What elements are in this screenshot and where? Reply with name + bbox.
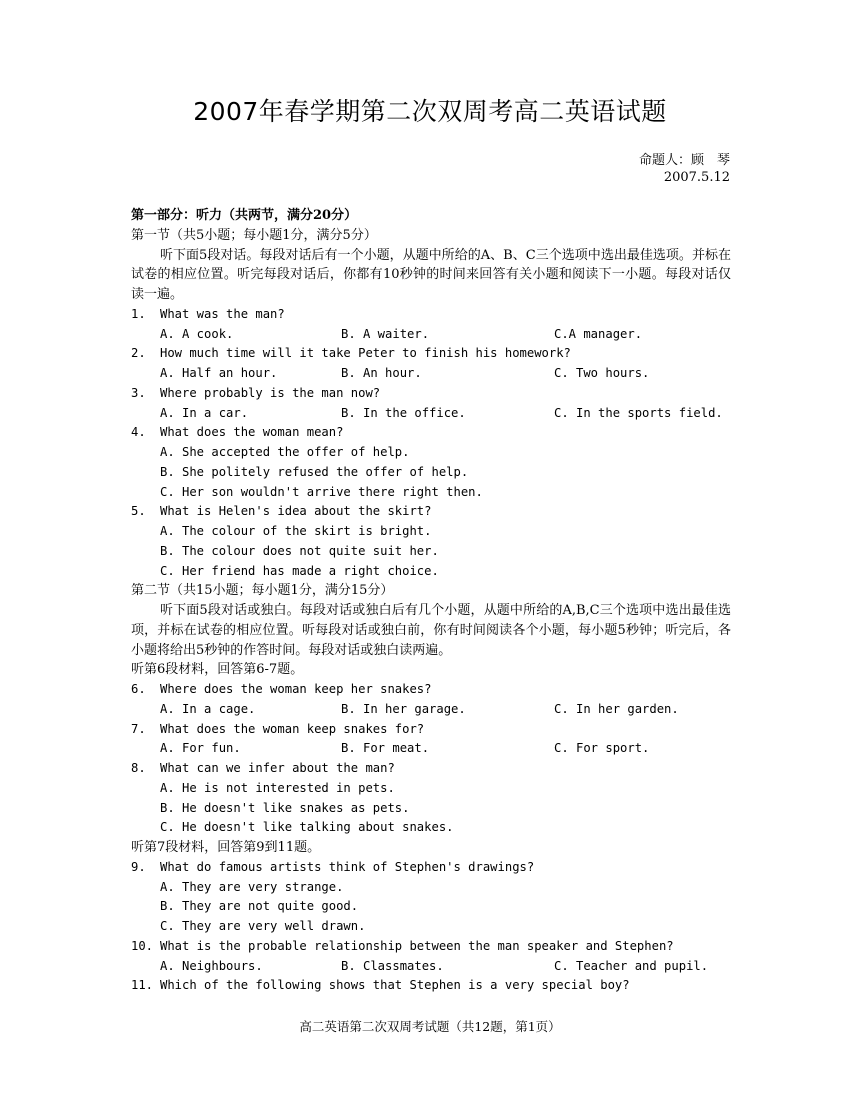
exam-content (131, 206, 731, 996)
question-8-option-c: C. He doesn't like talking about snakes. (160, 820, 454, 835)
option-c: C. For sport. (554, 741, 650, 756)
question-4-option-b: B. She politely refused the offer of help. (160, 464, 469, 479)
question-3: 3. Where probably is the man now? (131, 385, 381, 400)
question-5-option-b: B. The colour does not quite suit her. (160, 543, 439, 558)
question-2: 2. How much time will it take Peter to finish his homework? (131, 346, 571, 361)
question-10: 10. What is the probable relationship between the man speaker and Stephen? (131, 938, 674, 953)
question-5-option-c: C. Her friend has made a right choice. (160, 563, 439, 578)
section1-heading: 第一节（共5小题；每小题1分，满分5分） (131, 227, 377, 243)
question-9-option-b: B. They are not quite good. (160, 899, 359, 914)
option-c: C.A manager. (554, 326, 643, 341)
question-4: 4. What does the woman mean? (131, 425, 344, 440)
section1-instructions: 听下面5段对话。每段对话后有一个小题，从题中所给的A、B、C三个选项中选出最佳选项。并标在试卷的相应位置。听完每段对话后，你都有10秒钟的时间来回答有关小题和阅读下一小题。每段对话仅读一遍。 (131, 247, 731, 302)
option-b: B. Classmates. (341, 958, 444, 973)
option-b: B. An hour. (341, 366, 422, 380)
option-b: B. A waiter. (341, 326, 430, 341)
question-10-options (131, 957, 731, 977)
material-7-label: 听第7段材料，回答第9到11题。 (131, 840, 321, 855)
question-6-options (131, 700, 731, 720)
option-b: B. In the office. (341, 405, 466, 420)
option-c: C. In her garden. (554, 701, 679, 716)
question-8-option-b: B. He doesn't like snakes as pets. (160, 800, 410, 815)
option-a: A. Neighbours. (160, 958, 263, 973)
option-c: C. In the sports field. (554, 405, 723, 420)
author-line: 命题人：顾 琴 (638, 153, 730, 168)
exam-date: 2007.5.12 (663, 170, 730, 185)
option-a: A. Half an hour. (160, 366, 278, 380)
option-a: A. In a cage. (160, 701, 256, 716)
question-9: 9. What do famous artists think of Stephen's drawings? (131, 859, 535, 874)
section2-heading: 第二节（共15小题；每小题1分，满分15分） (131, 583, 394, 599)
section2-instructions: 听下面5段对话或独白。每段对话或独白后有几个小题，从题中所给的A,B,C三个选项中选出最佳选项，并标在试卷的相应位置。听每段对话或独白前，你有时间阅读各个小题，每小题5秒钟；听完后，各小题将给出5秒钟的作答时间。每段对话或独白读两遍。 (131, 603, 731, 658)
option-c: C. Two hours. (554, 366, 650, 380)
question-6: 6. Where does the woman keep her snakes? (131, 682, 432, 696)
question-7-options (131, 739, 731, 759)
part1-heading: 第一部分：听力（共两节，满分20分） (131, 208, 358, 223)
question-5: 5. What is Helen's idea about the skirt? (131, 504, 432, 519)
question-8: 8. What can we infer about the man? (131, 761, 395, 775)
question-1: 1. What was the man? (131, 306, 285, 321)
question-9-option-a: A. They are very strange. (160, 879, 344, 894)
option-a: A. In a car. (160, 405, 249, 420)
option-a: A. For fun. (160, 741, 241, 756)
question-3-options (131, 404, 731, 424)
option-c: C. Teacher and pupil. (554, 958, 709, 973)
option-a: A. A cook. (160, 326, 234, 341)
question-7: 7. What does the woman keep snakes for? (131, 721, 425, 736)
question-11: 11. Which of the following shows that Stephen is a very special boy? (131, 978, 630, 993)
question-4-option-a: A. She accepted the offer of help. (160, 445, 410, 459)
question-2-options (131, 364, 731, 384)
question-4-option-c: C. Her son wouldn't arrive there right then. (160, 484, 483, 499)
option-b: B. In her garage. (341, 701, 466, 716)
material-6-label: 听第6段材料，回答第6-7题。 (131, 662, 304, 678)
question-1-options (131, 325, 731, 345)
option-b: B. For meat. (341, 741, 430, 756)
question-9-option-c: C. They are very well drawn. (160, 919, 366, 933)
question-5-option-a: A. The colour of the skirt is bright. (160, 524, 432, 538)
exam-title: 2007年春学期第二次双周考高二英语试题 (193, 97, 667, 126)
question-8-option-a: A. He is not interested in pets. (160, 780, 395, 795)
page-footer: 高二英语第二次双周考试题（共12题，第1页） (299, 1019, 561, 1034)
